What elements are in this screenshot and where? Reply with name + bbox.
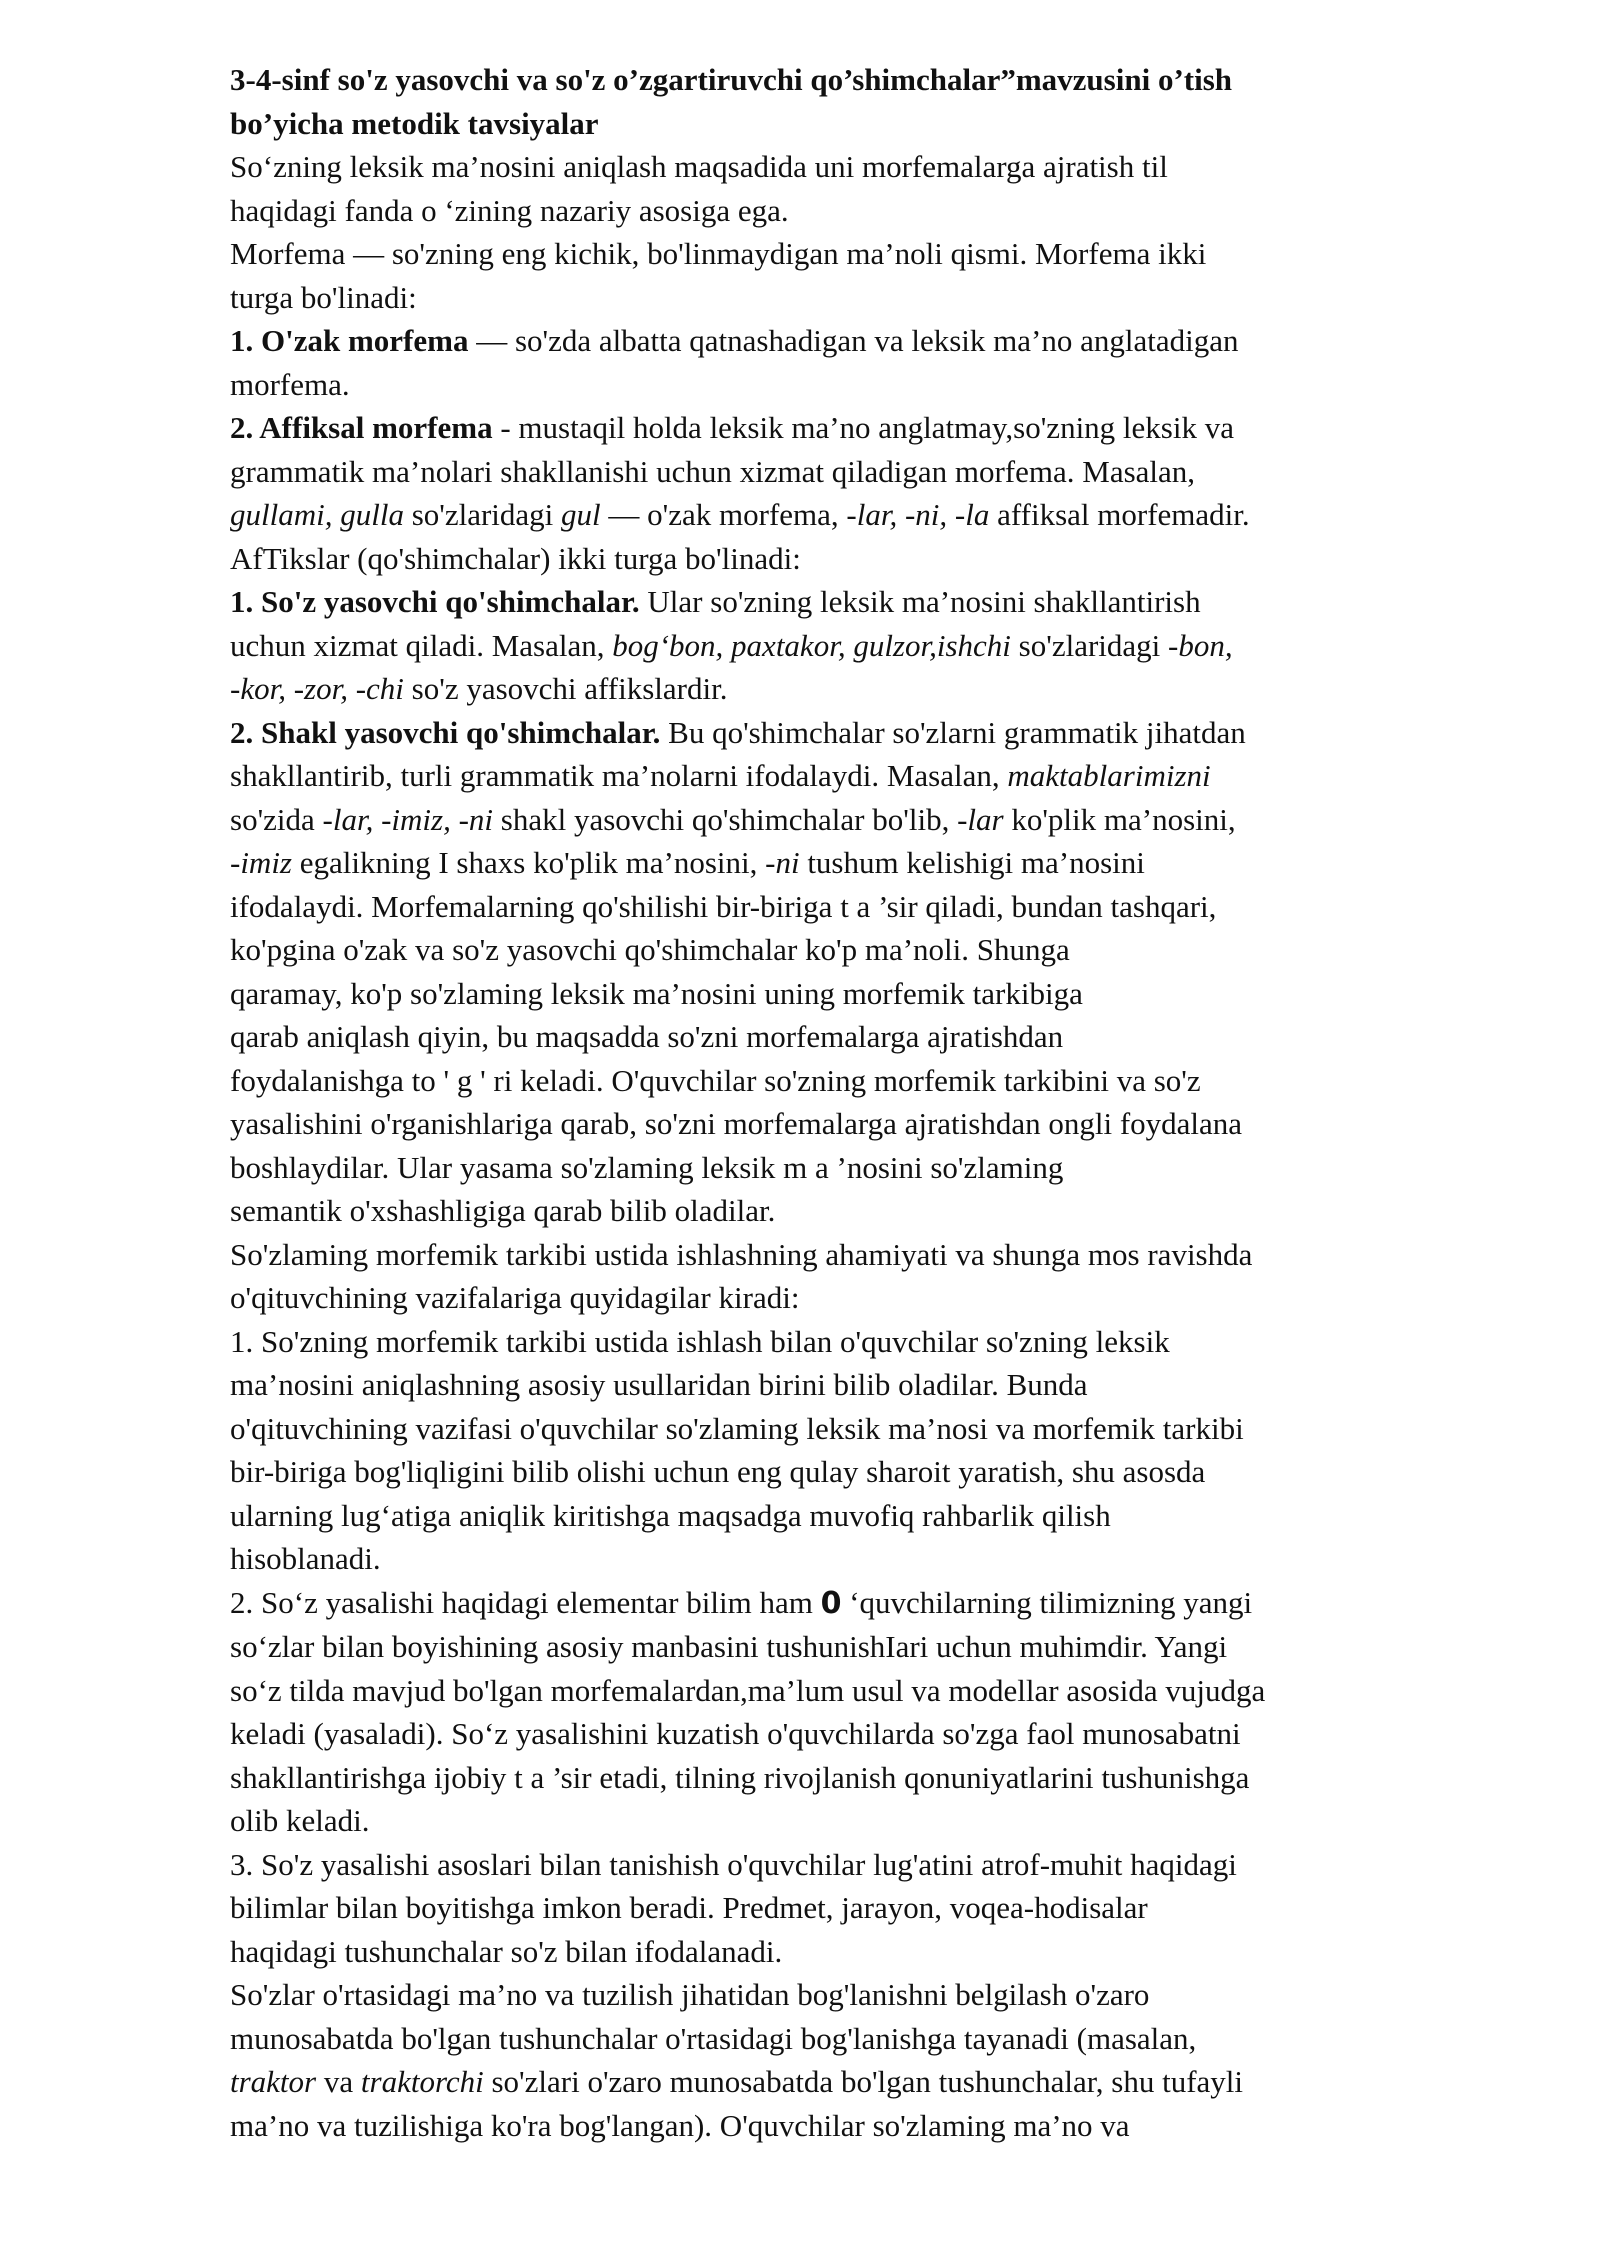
example-word: traktorchi bbox=[360, 2064, 484, 2099]
example-word: -bon, bbox=[1168, 627, 1233, 663]
text-run: so'zida bbox=[230, 801, 323, 837]
example-word: gul bbox=[561, 497, 601, 532]
text-run: — so'zda albatta qatnashadigan va leksik ma’no anglatadigan bbox=[468, 323, 1239, 358]
example-word: traktor bbox=[230, 2064, 317, 2099]
example-word: gullami, gulla bbox=[230, 497, 404, 532]
list-item-3 bbox=[230, 1843, 1520, 1974]
text-line: So'zlaming morfemik tarkibi ustida ishlashning ahamiyati va shunga mos ravishda bbox=[230, 1236, 1253, 1272]
paragraph-shakl-yasovchi bbox=[230, 711, 1520, 1233]
text-line bbox=[230, 841, 1520, 885]
text-line: turga bo'linadi: bbox=[230, 279, 417, 315]
text-line: foydalanishga to ' g ' ri keladi. O'quvchilar so'zning morfemik tarkibini va so'z bbox=[230, 1062, 1201, 1098]
text-line: bir-biriga bog'liqligini bilib olishi uchun eng qulay sharoit yaratish, shu asosda bbox=[230, 1454, 1206, 1489]
text-line bbox=[230, 2060, 1520, 2104]
text-line bbox=[230, 754, 1520, 798]
list-item-1 bbox=[230, 1320, 1520, 1581]
term-heading: 1. So'z yasovchi qo'shimchalar. bbox=[230, 584, 640, 619]
title-line: 3-4-sinf so'z yasovchi va so'z o’zgartiruvchi qo’shimchalar”mavzusini o’tish bbox=[230, 62, 1233, 97]
text-run: so'z yasovchi affikslardir. bbox=[403, 671, 728, 706]
document-title bbox=[230, 58, 1520, 145]
text-run: 2. So‘z yasalishi haqidagi elementar bilim ham bbox=[230, 1584, 821, 1620]
text-line bbox=[230, 493, 1520, 537]
text-run: Bu qo'shimchalar so'zlarni grammatik jihatdan bbox=[660, 714, 1246, 750]
text-line: haqidagi tushunchalar so'z bilan ifodalanadi. bbox=[230, 1933, 783, 1969]
text-line: ma’nosini aniqlashning asosiy usullaridan birini bilib oladilar. Bunda bbox=[230, 1367, 1088, 1402]
example-word: -lar bbox=[957, 801, 1004, 837]
text-line: 1. So'zning morfemik tarkibi ustida ishlash bilan o'quvchilar so'zning leksik bbox=[230, 1323, 1170, 1359]
example-word: -kor, -zor, -chi bbox=[230, 671, 404, 706]
text-run: so'zlari o'zaro munosabatda bo'lgan tushunchalar, shu tufayli bbox=[483, 2064, 1244, 2099]
text-line bbox=[230, 319, 1520, 363]
text-line: ularning lug‘atiga aniqlik kiritishga maqsadga muvofiq rahbarlik qilish bbox=[230, 1497, 1111, 1533]
example-word: -lar, -imiz, -ni bbox=[322, 801, 494, 837]
paragraph-affiksal-morfema bbox=[230, 406, 1520, 537]
text-run: egalikning I shaxs ko'plik ma’nosini, bbox=[292, 845, 766, 880]
text-line bbox=[230, 798, 1520, 842]
term-heading: 2. Affiksal morfema bbox=[230, 410, 493, 445]
paragraph-bog-lanish bbox=[230, 1973, 1520, 2147]
text-line: qaramay, ko'p so'zlaming leksik ma’nosini uning morfemik tarkibiga bbox=[230, 975, 1083, 1011]
example-word: -imiz bbox=[230, 845, 292, 880]
text-run: shakllantirib, turli grammatik ma’nolarni ifodalaydi. Masalan, bbox=[230, 758, 1008, 793]
text-line: o'qituvchining vazifalariga quyidagilar kiradi: bbox=[230, 1280, 800, 1315]
paragraph-soz-yasovchi bbox=[230, 580, 1520, 711]
text-line: hisoblanadi. bbox=[230, 1541, 381, 1576]
text-line: ko'pgina o'zak va so'z yasovchi qo'shimchalar ko'p ma’noli. Shunga bbox=[230, 932, 1070, 967]
glyph-o: 0 bbox=[820, 1585, 842, 1621]
text-line: AfTikslar (qo'shimchalar) ikki turga bo'linadi: bbox=[230, 540, 801, 576]
text-line: 3. So'z yasalishi asoslari bilan tanishish o'quvchilar lug'atini atrof-muhit haqidagi bbox=[230, 1846, 1237, 1882]
text-line bbox=[230, 406, 1520, 450]
text-run: so'zlaridagi bbox=[1010, 627, 1169, 663]
text-line: so‘z tilda mavjud bo'lgan morfemalardan,ma’lum usul va modellar asosida vujudga bbox=[230, 1672, 1266, 1708]
paragraph-affikslar bbox=[230, 537, 1520, 581]
text-line: grammatik ma’nolari shakllanishi uchun xizmat qiladigan morfema. Masalan, bbox=[230, 453, 1196, 489]
text-run: ko'plik ma’nosini, bbox=[1003, 801, 1236, 837]
text-line: olib keladi. bbox=[230, 1803, 370, 1838]
text-run: va bbox=[316, 2064, 361, 2099]
text-line: morfema. bbox=[230, 366, 350, 402]
text-line: keladi (yasaladi). So‘z yasalishini kuzatish o'quvchilarda so'zga faol munosabatni bbox=[230, 1716, 1241, 1751]
text-line: boshlaydilar. Ular yasama so'zlaming leksik m a ’nosini so'zlaming bbox=[230, 1149, 1064, 1185]
text-line: semantik o'xshashligiga qarab bilib oladilar. bbox=[230, 1193, 776, 1228]
text-run: affiksal morfemadir. bbox=[989, 497, 1250, 532]
list-item-2 bbox=[230, 1581, 1520, 1843]
paragraph-morfema-definition bbox=[230, 232, 1520, 319]
text-line: Morfema — so'zning eng kichik, bo'linmaydigan ma’noli qismi. Morfema ikki bbox=[230, 236, 1207, 271]
text-run: so'zlaridagi bbox=[403, 497, 562, 532]
text-line: So‘zning leksik ma’nosini aniqlash maqsadida uni morfemalarga ajratish til bbox=[230, 149, 1168, 184]
text-run: shakl yasovchi qo'shimchalar bo'lib, bbox=[493, 801, 958, 837]
example-word: -lar, -ni, -la bbox=[846, 497, 990, 532]
paragraph-ahamiyati bbox=[230, 1233, 1520, 1320]
text-line: haqidagi fanda o ‘zining nazariy asosiga ega. bbox=[230, 192, 789, 228]
text-line: shakllantirishga ijobiy t a ’sir etadi, tilning rivojlanish qonuniyatlarini tushunishga bbox=[230, 1759, 1250, 1795]
text-line bbox=[230, 580, 1520, 624]
text-line: bilimlar bilan boyitishga imkon beradi. Predmet, jarayon, voqea-hodisalar bbox=[230, 1890, 1148, 1925]
example-word: -ni bbox=[765, 845, 800, 880]
text-run: tushum kelishigi ma’nosini bbox=[799, 845, 1145, 880]
text-line: munosabatda bo'lgan tushunchalar o'rtasidagi bog'lanishga tayanadi (masalan, bbox=[230, 2020, 1197, 2056]
text-line bbox=[230, 624, 1520, 668]
text-line: So'zlar o'rtasidagi ma’no va tuzilish jihatidan bog'lanishni belgilash o'zaro bbox=[230, 1977, 1150, 2012]
text-line: o'qituvchining vazifasi o'quvchilar so'zlaming leksik ma’nosi va morfemik tarkibi bbox=[230, 1410, 1244, 1446]
paragraph-intro bbox=[230, 145, 1520, 232]
text-run: ‘quvchilarning tilimizning yangi bbox=[841, 1584, 1253, 1620]
text-line: qarab aniqlash qiyin, bu maqsadda so'zni morfemalarga ajratishdan bbox=[230, 1019, 1064, 1054]
term-heading: 1. O'zak morfema bbox=[230, 323, 469, 358]
text-run: - mustaqil holda leksik ma’no anglatmay,so'zning leksik va bbox=[492, 410, 1234, 445]
text-run: Ular so'zning leksik ma’nosini shakllantirish bbox=[639, 584, 1201, 619]
text-run: — o'zak morfema, bbox=[600, 497, 847, 532]
text-run: uchun xizmat qiladi. Masalan, bbox=[230, 627, 613, 663]
text-line: yasalishini o'rganishlariga qarab, so'zni morfemalarga ajratishdan ongli foydalana bbox=[230, 1106, 1243, 1141]
title-line: bo’yicha metodik tavsiyalar bbox=[230, 105, 599, 141]
text-line bbox=[230, 711, 1520, 755]
text-line: ma’no va tuzilishiga ko'ra bog'langan). O'quvchilar so'zlaming ma’no va bbox=[230, 2107, 1130, 2143]
document-page bbox=[230, 58, 1520, 2147]
example-word: maktablarimizni bbox=[1007, 758, 1211, 793]
text-line bbox=[230, 667, 1520, 711]
text-line bbox=[230, 1581, 1520, 1626]
example-word: bog‘bon, paxtakor, gulzor,ishchi bbox=[612, 627, 1011, 663]
text-line: so‘zlar bilan boyishining asosiy manbasini tushunishIari uchun muhimdir. Yangi bbox=[230, 1629, 1228, 1664]
term-heading: 2. Shakl yasovchi qo'shimchalar. bbox=[230, 714, 661, 750]
text-line: ifodalaydi. Morfemalarning qo'shilishi bir-biriga t a ’sir qiladi, bundan tashqari, bbox=[230, 888, 1217, 924]
paragraph-ozak-morfema bbox=[230, 319, 1520, 406]
